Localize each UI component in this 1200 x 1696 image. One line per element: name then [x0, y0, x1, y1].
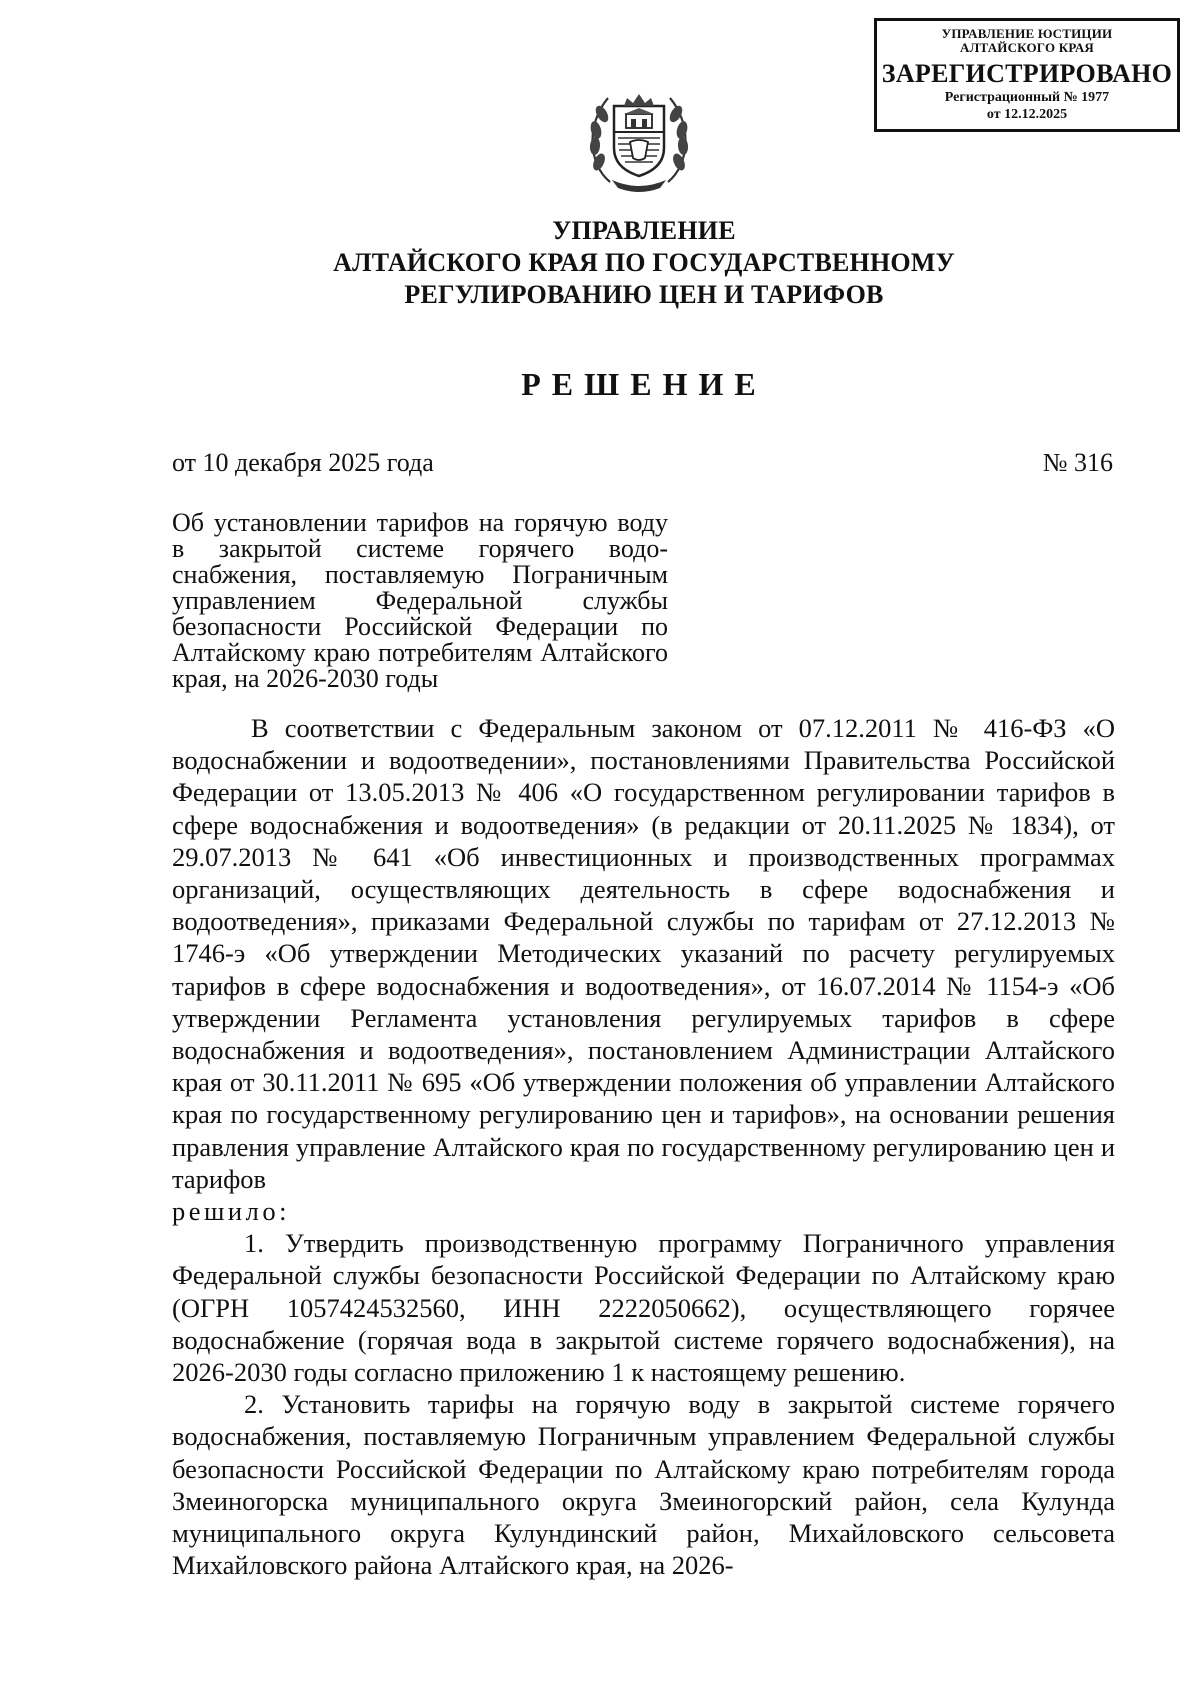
decided-label: решило: [172, 1196, 290, 1227]
document-subject: Об установлении тарифов на горячую воду в закрытой системе горячего водоснабжения, поставляемую Пограничным управлением Федеральной службы безопасности Российской Федерации по Алтайскому краю потребителям Алтайского края, на 2026-2030 годы [172, 508, 668, 693]
stamp-org-line1: УПРАВЛЕНИЕ ЮСТИЦИИ [941, 26, 1113, 41]
document-type-title: РЕШЕНИЕ [521, 366, 767, 402]
stamp-org [877, 27, 1177, 55]
authority-line2: АЛТАЙСКОГО КРАЯ ПО ГОСУДАРСТВЕННОМУ [333, 248, 955, 277]
document-date: от 10 декабря 2025 года [172, 448, 434, 477]
registration-stamp [874, 18, 1180, 132]
authority-line1: УПРАВЛЕНИЕ [552, 216, 736, 245]
decision-item-2: 2. Установить тарифы на горячую воду в закрытой системе горячего водоснабжения, поставляемую Пограничным управлением Федеральной службы безопасности Российской Федерации по Алтайскому краю потребителям города Змеиногорска муниципального округа Змеиногорский район, села Кулунда муниципального округа Кулундинский район, Михайловского сельсовета Михайловского района Алтайского края, на 2026- [172, 1389, 1115, 1581]
coat-of-arms-icon [580, 84, 698, 194]
stamp-reg-date: от 12.12.2025 [986, 107, 1068, 122]
stamp-reg-number: Регистрационный № 1977 [944, 90, 1110, 105]
document-number: № 316 [1042, 448, 1113, 477]
issuing-authority [200, 215, 1088, 311]
authority-line3: РЕГУЛИРОВАНИЮ ЦЕН И ТАРИФОВ [404, 280, 884, 309]
stamp-org-line2: АЛТАЙСКОГО КРАЯ [960, 40, 1094, 55]
document-body [172, 712, 1115, 1581]
stamp-status: ЗАРЕГИСТРИРОВАНО [881, 59, 1173, 88]
preamble-paragraph: В соответствии с Федеральным законом от 07.12.2011 № 416-ФЗ «О водоснабжении и водоотведении», постановлениями Правительства Российской Федерации от 13.05.2013 № 406 «О государственном регулировании тарифов в сфере водоснабжения и водоотведения» (в редакции от 20.11.2025 № 1834), от 29.07.2013 № 641 «Об инвестиционных и производственных программах организаций, осуществляющих деятельность в сфере водоснабжения и водоотведения», приказами Федеральной службы по тарифам от 27.12.2013 № 1746-э «Об утверждении Методических указаний по расчету регулируемых тарифов в сфере водоснабжения и водоотведения», от 16.07.2014 № 1154-э «Об утверждении Регламента установления регулируемых тарифов в сфере водоснабжения и водоотведения», постановлением Администрации Алтайского края от 30.11.2011 № 695 «Об утверждении положения об управлении Алтайского края по государственному регулированию цен и тарифов», на основании решения правления управление Алтайского края по государственному регулированию цен и тарифов [172, 713, 1115, 1194]
decision-item-1: 1. Утвердить производственную программу Пограничного управления Федеральной службы безопасности Российской Федерации по Алтайскому краю (ОГРН 1057424532560, ИНН 2222050662), осуществляющего горячее водоснабжение (горячая вода в закрытой системе горячего водоснабжения), на 2026-2030 годы согласно приложению 1 к настоящему решению. [172, 1228, 1115, 1388]
